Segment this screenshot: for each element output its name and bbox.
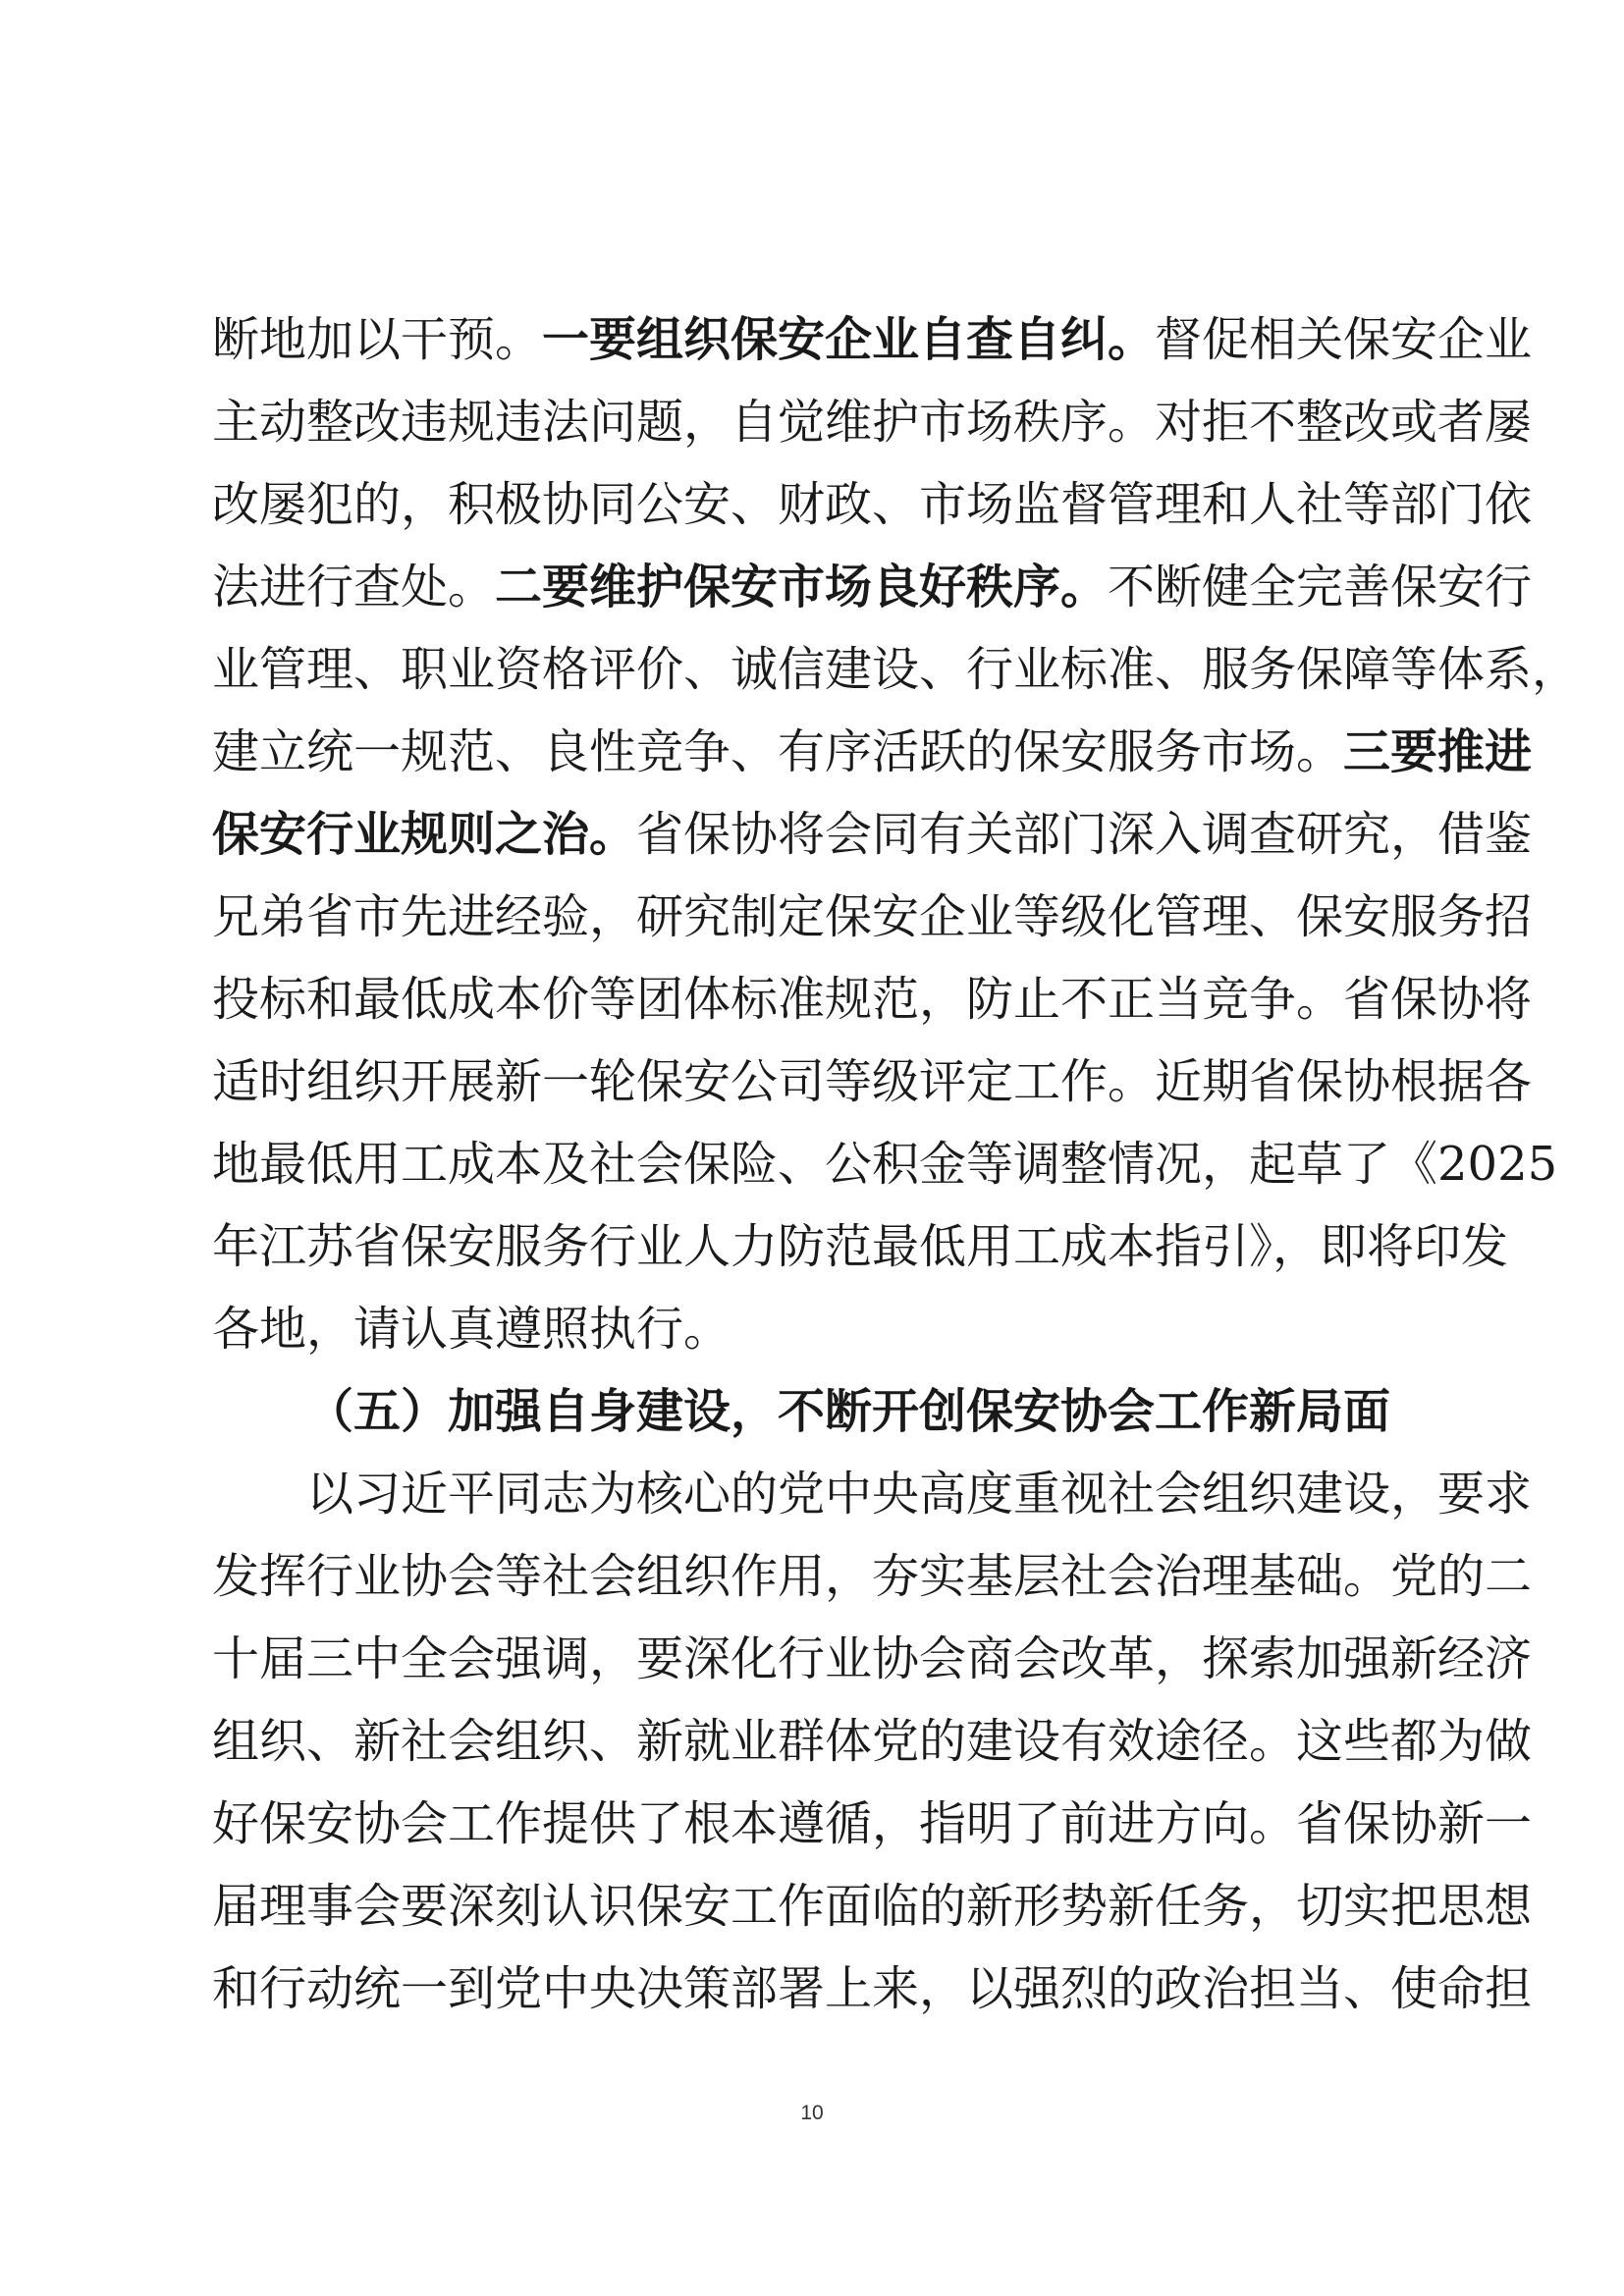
text-run: 督促相关保安企业 — [1155, 312, 1533, 367]
bold-text-run: 保安行业规则之治。 — [212, 807, 637, 862]
paragraph-1-line-12: 年江苏省保安服务行业人力防范最低用工成本指引》，即将印发 — [212, 1219, 1509, 1274]
paragraph-2-line-5: 好保安协会工作提供了根本遵循，指明了前进方向。省保协新一 — [212, 1796, 1533, 1851]
paragraph-2-line-7: 和行动统一到党中央决策部署上来，以强烈的政治担当、使命担 — [212, 1961, 1533, 2016]
paragraph-1-line-7 — [212, 793, 1533, 876]
text-run: 不断健全完善保安行 — [1108, 560, 1533, 614]
page-number: 10 — [800, 2102, 824, 2124]
bold-text-run: 三要推进 — [1343, 724, 1533, 779]
paragraph-1-line-11: 地最低用工成本及社会保险、公积金等调整情况，起草了《2025 — [212, 1137, 1558, 1192]
text-run: 建立统一规范、良性竞争、有序活跃的保安服务市场。 — [212, 724, 1344, 779]
bold-text-run: 二要维护保安市场良好秩序。 — [495, 560, 1109, 614]
text-run: 法进行查处。 — [212, 560, 496, 614]
paragraph-1-line-5: 业管理、职业资格评价、诚信建设、行业标准、服务保障等体系， — [212, 642, 1580, 697]
text-run: 省保协将会同有关部门深入调查研究，借鉴 — [636, 807, 1533, 862]
paragraph-2-line-3: 十届三中全会强调，要深化行业协会商会改革，探索加强新经济 — [212, 1631, 1533, 1686]
paragraph-2-line-6: 届理事会要深刻认识保安工作面临的新形势新任务，切实把思想 — [212, 1879, 1533, 1934]
paragraph-1-line-2: 主动整改违规违法问题，自觉维护市场秩序。对拒不整改或者屡 — [212, 395, 1533, 450]
paragraph-2-line-4: 组织、新社会组织、新就业群体党的建设有效途径。这些都为做 — [212, 1714, 1533, 1769]
paragraph-1-line-6 — [212, 711, 1533, 793]
paragraph-1-line-1 — [212, 298, 1533, 381]
paragraph-1-line-9: 投标和最低成本价等团体标准规范，防止不正当竞争。省保协将 — [212, 972, 1533, 1027]
paragraph-1-line-8: 兄弟省市先进经验，研究制定保安企业等级化管理、保安服务招 — [212, 889, 1533, 944]
paragraph-1-line-3: 改屡犯的，积极协同公安、财政、市场监督管理和人社等部门依 — [212, 477, 1533, 532]
paragraph-1-line-13: 各地，请认真遵照执行。 — [212, 1302, 731, 1357]
text-run: 断地加以干预。 — [212, 312, 543, 367]
paragraph-2-line-2: 发挥行业协会等社会组织作用，夯实基层社会治理基础。党的二 — [212, 1549, 1533, 1604]
paragraph-1-line-10: 适时组织开展新一轮保安公司等级评定工作。近期省保协根据各 — [212, 1054, 1533, 1109]
paragraph-1-line-4 — [212, 546, 1533, 628]
section-heading: （五）加强自身建设，不断开创保安协会工作新局面 — [306, 1384, 1391, 1439]
paragraph-2-line-1: 以习近平同志为核心的党中央高度重视社会组织建设，要求 — [306, 1467, 1533, 1522]
bold-text-run: 一要组织保安企业自查自纠。 — [542, 312, 1156, 367]
